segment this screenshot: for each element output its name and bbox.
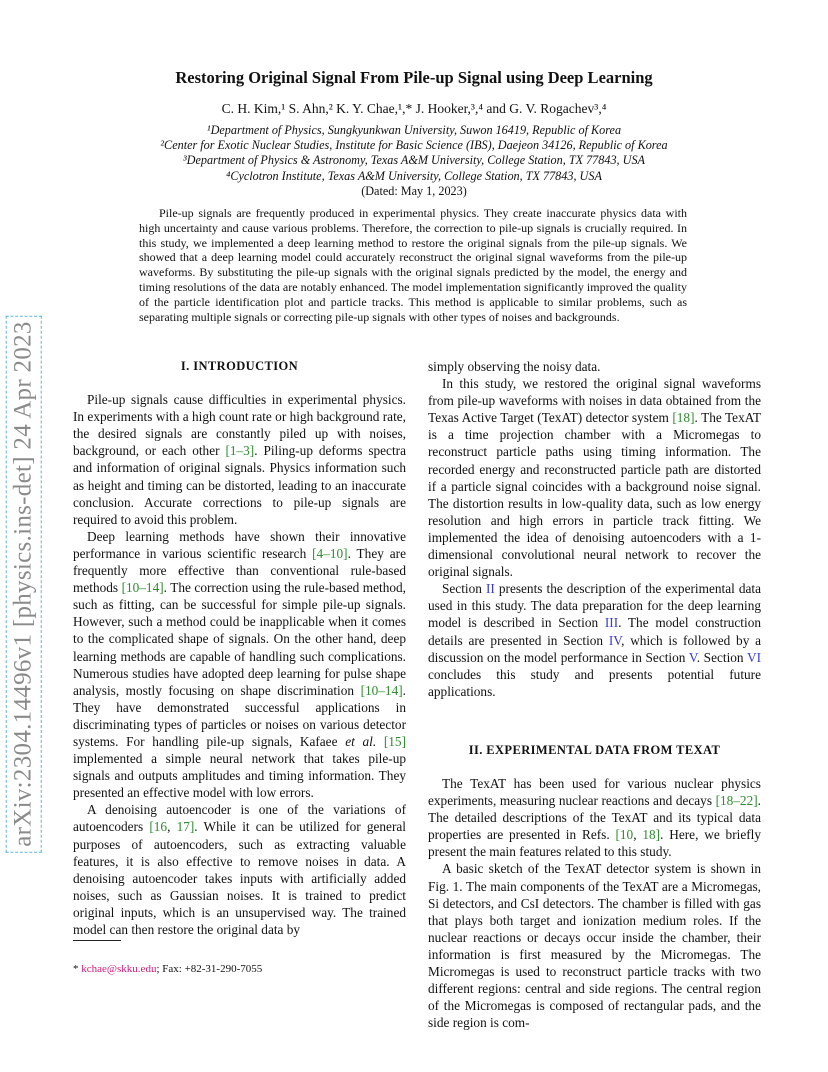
body-paragraph: The TexAT has been used for various nuclear physics experiments, measuring nuclear reactions and decays [18–22]. The detailed descriptions of the TexAT and its typical data properties are presented in Refs. [10, 18]. Here, we briefly present the main features related to this study. [428,775,761,860]
citation-link[interactable]: [10–14] [360,682,403,698]
affiliation-1: ¹Department of Physics, Sungkyunkwan University, Suwon 16419, Republic of Korea [206,123,622,137]
section-link[interactable]: VI [746,649,761,665]
footnote-rule [73,940,121,941]
section-heading-texat: II. EXPERIMENTAL DATA FROM TEXAT [468,742,721,757]
fax-text: ; Fax: +82-31-290-7055 [156,963,263,975]
citation-link[interactable]: [18] [672,410,695,426]
citation-link[interactable]: [10 [615,827,634,843]
citation-link[interactable]: [1–3] [225,443,255,459]
footnote-mark: * [73,963,79,975]
section-heading-introduction: I. INTRODUCTION [180,359,299,373]
paper-title: Restoring Original Signal From Pile-up Signal using Deep Learning [175,68,653,87]
citation-link[interactable]: 17] [176,819,195,835]
body-paragraph: A denoising autoencoder is one of the variations of autoencoders [16, 17]. While it can be utilized for general purposes of autoencoders, such as extracting valuable features, it is also effective to remove noises in data. A denoising autoencoder takes inputs with artificially added noises, such as Gaussian noises. It is trained to predict original inputs, which is an unsupervised way. The trained model can then restore the original data by [73,802,406,937]
section-link[interactable]: II [485,581,495,597]
citation-link[interactable]: 18] [642,827,661,843]
body-paragraph: In this study, we restored the original signal waveforms from pile-up waveforms with noises in data obtained from the Texas Active Target (TexAT) detector system [18]. The TexAT is a time projection chamber with a Micromegas to reconstruct particle paths using timing information. The recorded energy and reconstructed particle path are distorted if a particle signal coincides with a background noise signal. The distortion results in low-quality data, such as low energy resolution and high errors in particle track fitting. We implemented the idea of denoising autoencoders with a 1-dimensional convolutional neural network to recover the original signals. [428,376,761,580]
abstract [139,206,687,324]
affiliation-2: ²Center for Exotic Nuclear Studies, Institute for Basic Science (IBS), Daejeon 34126, Republic of Korea [160,138,668,153]
left-column [73,358,406,938]
body-paragraph: Deep learning methods have shown their innovative performance in various scientific research [4–10]. They are frequently more effective than conventional rule-based methods [10–14]. The correction using the rule-based method, such as fitting, can be successful for simple pile-up signals. However, such a method could be inapplicable when it comes to the complicated shape of signals. On the other hand, deep learning methods are capable of handling such complications. Numerous studies have adopted deep learning for pulse shape analysis, mostly focusing on shape discrimination [10–14]. They have demonstrated successful applications in discriminating types of particles or noises on various detector systems. For handling pile-up signals, Kafaee et al. [15] implemented a simple neural network that takes pile-up signals and outputs amplitudes and timing information. They presented an effective model with low errors. [73,528,407,801]
body-paragraph: Section II presents the description of the experimental data used in this study. The data preparation for the deep learning model is described in Section III. The model construction details are presented in Section IV, which is followed by a discussion on the model performance in Section V. Section VI concludes this study and presents potential future applications. [428,581,761,699]
citation-link[interactable]: [15] [383,733,407,749]
citation-link[interactable]: [4–10] [312,545,348,561]
date-line: (Dated: May 1, 2023) [361,183,467,198]
affiliations [60,123,768,199]
body-paragraph: simply observing the noisy data. [428,359,601,374]
affiliation-3: ³Department of Physics & Astronomy, Texas A&M University, College Station, TX 77843, USA [182,153,645,168]
author-list: C. H. Kim,¹ S. Ahn,² K. Y. Chae,¹,* J. Hooker,³,⁴ and G. V. Rogachev³,⁴ [221,101,607,116]
citation-link[interactable]: [18–22] [715,793,758,809]
section-link[interactable]: V [688,649,697,665]
abstract-text: Pile-up signals are frequently produced in experimental physics. They create inaccurate physics data with high uncertainty and cause various problems. Therefore, the correction to pile-up signals is crucially required. In this study, we implemented a deep learning method to restore the original signals from the pile-up signals. We showed that a deep learning model could accurately reconstruct the original signal waveforms from the pile-up waveforms. By substituting the pile-up signals with the original signals predicted by the model, the energy and timing resolutions of the data are notably enhanced. The model implementation significantly improved the quality of the particle identification plot and particle tracks. This method is applicable to similar problems, such as separating multiple signals or correcting pile-up signals with other types of noises and backgrounds. [139,206,687,324]
email-link[interactable]: kchae@skku.edu [81,963,157,975]
section-link[interactable]: III [604,615,619,631]
body-paragraph: A basic sketch of the TexAT detector system is shown in Fig. 1. The main components of the TexAT are a Micromegas, Si detectors, and CsI detectors. The chamber is filled with gas that plays both target and ionization medium roles. If the nuclear reactions or decays occur inside the chamber, their information is first measured by the Micromegas. The Micromegas is used to reconstruct particle tracks with two different regions: central and side regions. The central region of the Micromegas is composed of rectangular pads, and the side region is com- [428,861,761,1031]
arxiv-identifier[interactable]: arXiv:2304.14496v1 [physics.ins-det] 24 Apr 2023 [10,321,37,847]
citation-link[interactable]: [10–14] [121,580,164,596]
arxiv-sidebar [4,214,44,954]
citation-link[interactable]: [16 [149,819,168,835]
affiliation-4: ⁴Cyclotron Institute, Texas A&M University, College Station, TX 77843, USA [226,168,602,183]
right-column [428,358,761,1031]
body-paragraph: Pile-up signals cause difficulties in experimental physics. In experiments with a high count rate or high background rate, the desired signals are constantly piled up with noises, background, or each other [1–3]. Piling-up deforms spectra and information of original signals. Physics information such as height and timing can be distorted, leading to an inaccurate conclusion. Accurate corrections to pile-up signals are required to avoid this problem. [73,392,406,527]
section-link[interactable]: IV [608,632,622,648]
footnote [73,963,262,975]
